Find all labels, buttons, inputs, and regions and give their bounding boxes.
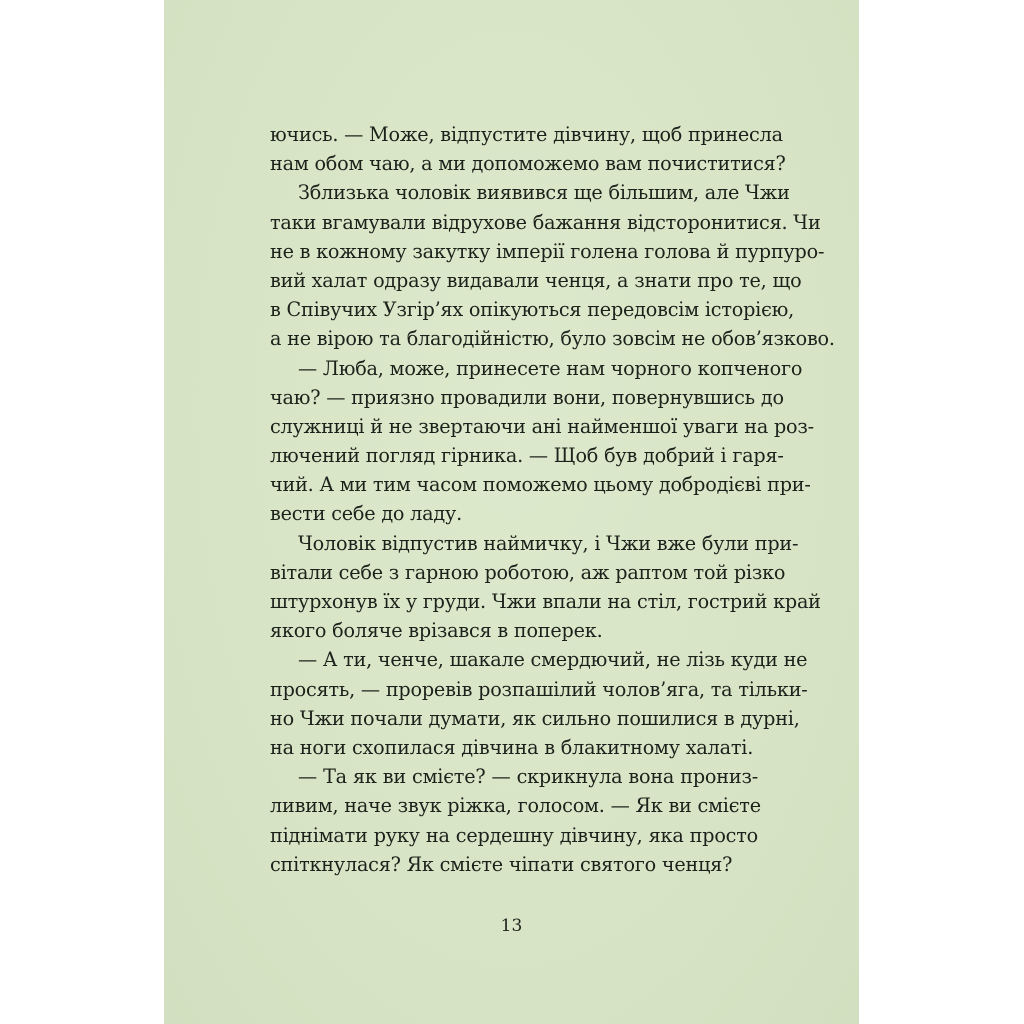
text-line: ючись. — Може, відпустите дівчину, щоб принесла (270, 123, 783, 146)
paragraph-4 (270, 529, 821, 646)
text-line: чаю? — приязно провадили вони, повернувшись до (270, 385, 784, 409)
paragraph-2 (270, 178, 835, 353)
text-line: нам обом чаю, а ми допоможемо вам почиститися? (270, 152, 786, 176)
body-text (270, 120, 835, 879)
text-line: Чоловік відпустив наймичку, і Чжи вже були при- (298, 531, 799, 555)
text-line: в Співучих Узгір’ях опікуються передовсім історією, (270, 298, 795, 322)
text-line: якого боляче врізався в поперек. (270, 619, 603, 643)
text-line: не в кожному закутку імперії голена голова й пурпуро- (270, 239, 825, 263)
text-line: ливим, наче звук ріжка, голосом. — Як ви смієте (270, 794, 761, 818)
text-line: штурхонув їх у груди. Чжи впали на стіл, гострий край (270, 590, 821, 613)
text-line: служниці й не звертаючи ані найменшої уваги на роз- (270, 414, 814, 438)
text-line: піднімати руку на сердешну дівчину, яка просто (270, 823, 758, 847)
text-line: спіткнулася? Як смієте чіпати святого ченця? (270, 852, 733, 876)
text-line: вітали себе з гарною роботою, аж раптом той різко (270, 560, 786, 584)
text-line: лючений погляд гірника. — Щоб був добрий і гаря- (270, 444, 784, 468)
text-line: — Та як ви смієте? — скрикнула вона прониз- (298, 765, 758, 789)
text-line: а не вірою та благодійністю, було зовсім не обов’язково. (270, 327, 835, 351)
text-line: вести себе до ладу. (270, 502, 463, 526)
book-page (164, 0, 859, 1024)
paragraph-3 (270, 354, 814, 529)
paragraph-6 (270, 762, 761, 879)
text-line: но Чжи почали думати, як сильно пошилися в дурні, (270, 706, 800, 730)
text-line: чий. А ми тим часом поможемо цьому добродієві при- (270, 473, 811, 497)
text-line: вий халат одразу видавали ченця, а знати про те, що (270, 268, 802, 292)
page-number: 13 (500, 916, 523, 936)
text-line: на ноги схопилася дівчина в блакитному халаті. (270, 735, 754, 759)
text-line: — А ти, ченче, шакале смердючий, не лізь куди не (298, 648, 808, 672)
paragraph-1 (270, 120, 786, 178)
text-line: просять, — проревів розпашілий чолов’яга, та тільки- (270, 677, 808, 701)
text-line: таки вгамували відрухове бажання відсторонитися. Чи (270, 210, 821, 234)
text-line: Зблизька чоловік виявився ще більшим, але Чжи (298, 181, 790, 205)
text-line: — Люба, може, принесете нам чорного копченого (298, 356, 803, 380)
paragraph-5 (270, 645, 808, 762)
